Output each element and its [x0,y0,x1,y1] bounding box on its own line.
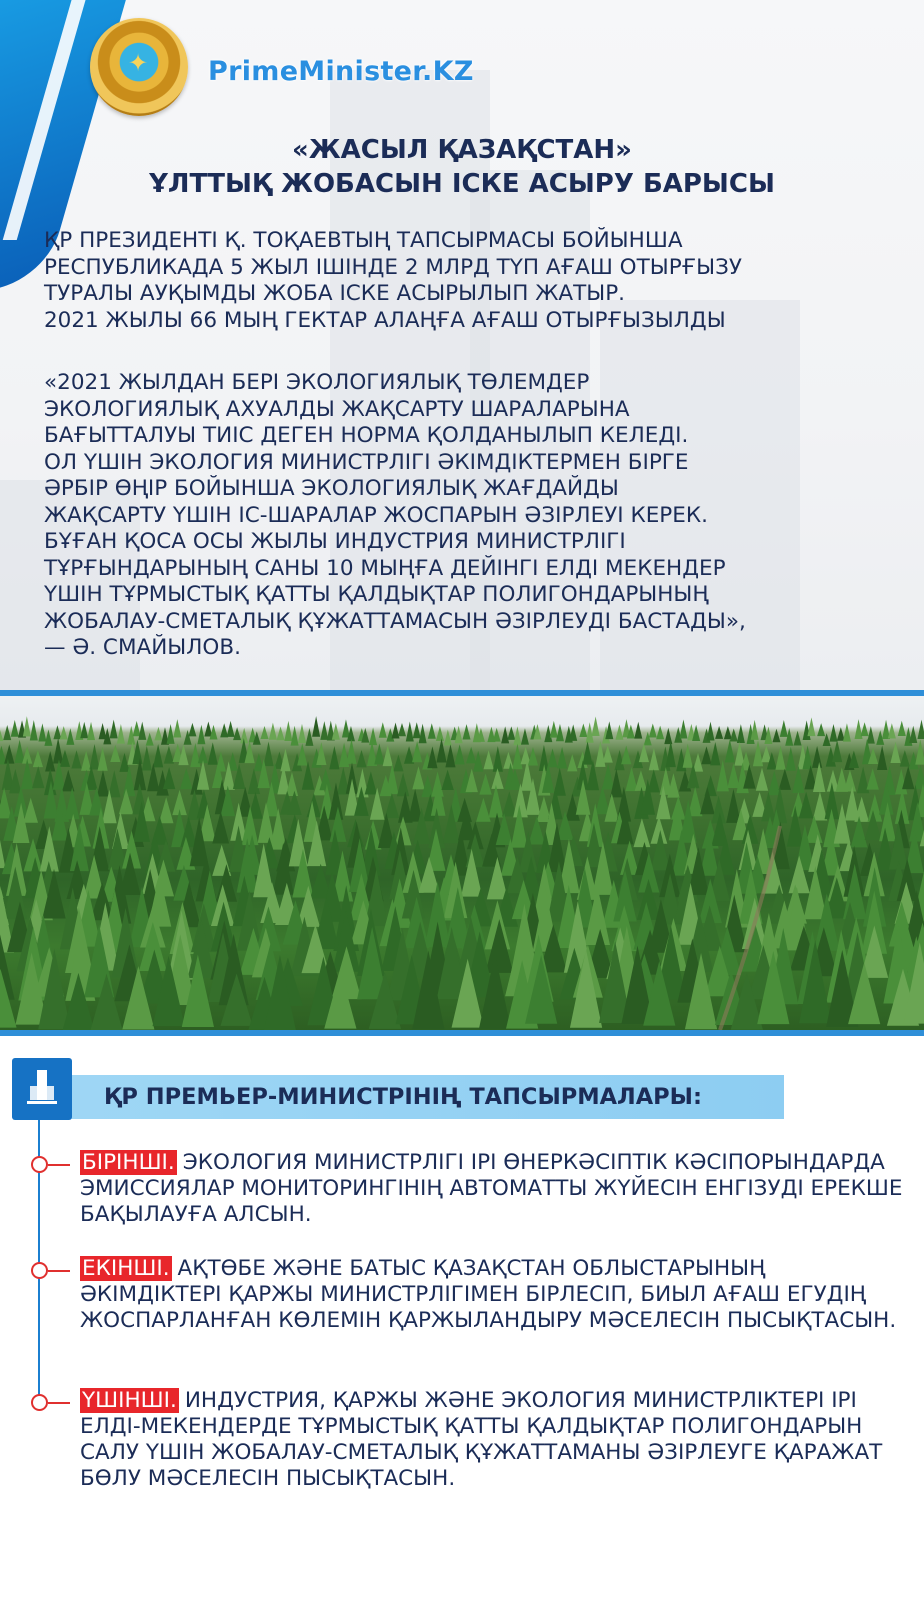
tree-shape [383,745,393,766]
tree-shape [412,741,422,762]
forest-photo [0,696,924,1030]
timeline-dot [31,1394,48,1411]
tree-shape [30,720,38,740]
tree-shape [320,721,328,740]
task-label-1: БІРІНШІ. [82,1150,175,1175]
tree-shape [393,755,403,772]
tree-shape [32,766,44,788]
tree-shape [639,743,649,762]
page-title [0,133,924,201]
tree-shape [493,746,503,772]
tree-shape [455,744,465,764]
tree-shape [479,773,491,794]
tree-shape [528,747,538,765]
tree-shape [44,729,52,745]
tree-shape [513,726,521,745]
forest-trees [0,696,924,1030]
tree-shape [87,722,95,740]
tree-shape [398,723,406,736]
tree-shape [263,742,273,766]
tree-shape [794,731,802,746]
tree-shape [159,797,174,823]
tree-shape [489,785,504,818]
tree-shape [277,726,285,740]
task-text-3: ИНДУСТРИЯ, ҚАРЖЫ ЖӘНЕ ЭКОЛОГИЯ МИНИСТРЛІКТЕРІ ІРІ ЕЛДІ-МЕКЕНДЕРДЕ ТҰРМЫСТЫҚ ҚАТТЫ ҚАЛДЫҚТАР ПОЛИГОНДАРЫН САЛУ ҮШІН ЖОБАЛАУ-СМЕТАЛЫҚ ҚҰЖАТТАМАНЫ ӘЗІРЛЕУГЕ ҚАРАЖАТ БӨЛУ МӘСЕЛЕСІН ПЫСЫҚТАСЫН. [80,1388,883,1491]
tree-shape [412,766,424,789]
title-line-1: «ЖАСЫЛ ҚАЗАҚСТАН» [292,135,632,165]
tree-shape [843,723,851,741]
tree-shape [861,722,869,736]
task-text-2: АҚТӨБЕ ЖӘНЕ БАТЫС ҚАЗАҚСТАН ОБЛЫСТАРЫНЫҢ ӘКІМДІКТЕРІ ҚАРЖЫ МИНИСТРЛІГІМЕН БІРЛЕСІП, БИЫЛ АҒАШ ЕГУДІҢ ЖОСПАРЛАНҒАН КӨЛЕМІН ҚАРЖЫЛАНДЫРУ МӘСЕЛЕСІН ПЫСЫҚТАСЫН. [80,1256,897,1333]
tree-shape [413,722,421,738]
tree-shape [385,793,400,818]
tree-shape [579,723,587,737]
tree-shape [319,769,331,790]
timeline-dot [31,1156,48,1173]
tree-shape [557,747,567,769]
task-label-2: ЕКІНШІ. [82,1256,170,1281]
tree-shape [374,744,384,765]
task-item-2 [80,1256,910,1334]
tree-shape [807,717,815,736]
tree-shape [163,767,175,789]
tree-shape [269,723,277,740]
tree-shape [701,746,711,764]
tree-shape [900,750,910,767]
tree-shape [909,726,917,743]
tree-shape [730,729,738,742]
tree-shape [220,723,228,737]
tree-shape [547,749,557,768]
tree-shape [297,743,307,765]
tree-shape [832,740,842,762]
tree-shape [503,752,513,769]
tree-shape [656,726,664,740]
tree-shape [888,723,896,738]
tree-shape [507,726,515,739]
tree-shape [683,744,693,768]
government-building-icon [12,1058,72,1120]
tree-shape [649,723,657,737]
tree-shape [734,742,744,766]
tree-shape [379,722,387,738]
tree-shape [190,743,200,767]
tree-shape [634,818,651,847]
tree-shape [117,724,125,744]
timeline-connector [48,1164,70,1166]
tree-shape [248,768,260,794]
tree-shape [23,716,31,736]
tree-shape [501,726,509,743]
tree-shape [817,723,825,736]
tree-shape [97,747,107,771]
tree-shape [710,742,720,765]
photo-frame [0,690,924,1036]
tree-shape [493,728,501,742]
tree-shape [332,723,340,740]
tree-shape [89,744,99,770]
tree-shape [813,792,828,821]
tree-shape [365,771,377,794]
tree-shape [567,754,577,771]
tree-shape [866,768,878,789]
tree-shape [233,727,241,740]
tree-shape [110,745,120,762]
tree-shape [11,720,19,737]
task-item-3 [80,1388,910,1492]
tree-shape [812,746,822,768]
tree-shape [65,787,80,819]
tree-shape [33,750,43,767]
tree-shape [153,744,163,767]
tree-shape [419,724,427,744]
title-line-2: ҰЛТТЫҚ ЖОБАСЫН ІСКЕ АСЫРУ БАРЫСЫ [149,169,775,199]
tree-shape [197,725,205,745]
tree-shape [146,733,154,746]
tree-shape [775,746,785,770]
task-item-1 [80,1150,910,1228]
tree-shape [329,746,339,769]
tree-shape [142,746,152,771]
tree-shape [634,722,642,739]
tree-shape [582,741,592,764]
tree-shape [208,742,218,764]
timeline-connector [48,1402,70,1404]
tree-shape [592,716,600,736]
tree-shape [66,728,74,745]
tree-shape [260,726,268,739]
tree-shape [595,741,605,767]
tree-shape [603,745,613,762]
tree-shape [890,742,900,763]
tree-shape [445,744,455,767]
tree-shape [346,739,356,764]
tree-shape [556,724,564,741]
tree-shape [291,726,299,746]
tree-shape [786,747,796,771]
tree-shape [173,719,181,737]
tree-shape [436,726,444,741]
tree-shape [463,724,471,739]
tree-shape [615,725,623,740]
tree-shape [284,721,292,741]
tree-shape [649,748,659,770]
tree-shape [15,740,25,763]
tree-shape [81,751,91,771]
tree-shape [60,726,68,739]
tree-shape [917,720,924,739]
tree-shape [188,723,196,736]
tree-shape [768,770,780,795]
kazakhstan-emblem-icon: ✦ [90,18,188,116]
tree-shape [484,750,494,769]
tree-shape [915,739,924,764]
tree-shape [53,725,61,739]
tree-shape [298,724,306,743]
tree-shape [62,770,74,792]
tree-shape [756,768,768,791]
tree-shape [0,728,3,741]
tree-shape [772,729,780,743]
tree-shape [715,726,723,739]
tree-shape [727,763,739,788]
tree-shape [844,770,856,792]
tree-shape [898,721,906,736]
tree-shape [512,744,522,770]
tree-shape [679,719,687,738]
tree-shape [753,740,763,766]
tree-shape [3,725,11,740]
tree-shape [198,746,208,764]
tree-shape [97,770,109,796]
tree-shape [356,750,366,767]
tree-shape [476,798,491,822]
tree-shape [167,724,175,744]
tree-shape [780,720,788,737]
tree-shape [441,770,453,790]
tree-shape [427,746,437,768]
tree-shape [38,723,46,741]
tree-shape [664,728,672,744]
tree-shape [779,769,791,790]
tree-shape [4,745,14,764]
tree-shape [751,720,759,740]
tree-shape [877,745,887,770]
tree-shape [444,730,452,746]
tasks-heading: ҚР ПРЕМЬЕР-МИНИСТРІНІҢ ТАПСЫРМАЛАРЫ: [104,1084,702,1110]
tree-shape [138,722,146,740]
tree-shape [621,746,631,765]
tree-shape [602,763,614,789]
tree-shape [406,722,414,742]
tree-shape [369,727,377,745]
task-text-1: ЭКОЛОГИЯ МИНИСТРЛІГІ ІРІ ӨНЕРКӘСІПТІК КӘСІПОРЫНДАРДА ЭМИССИЯЛАР МОНИТОРИНГІНІҢ АВТОМАТТЫ ЖҮЙЕСІН ЕНГІЗУДІ ЕРЕКШЕ БАҚЫЛАУҒА АЛСЫН. [80,1150,903,1227]
tree-shape [635,770,647,791]
quote-paragraph: «2021 ЖЫЛДАН БЕРІ ЭКОЛОГИЯЛЫҚ ТӨЛЕМДЕР ЭКОЛОГИЯЛЫҚ АХУАЛДЫ ЖАҚСАРТУ ШАРАЛАРЫНА БАҒЫТТАЛУЫ ТИІС ДЕГЕН НОРМА ҚОЛДАНЫЛЫП КЕЛЕДІ. ОЛ ҮШІН ЭКОЛОГИЯ МИНИСТРЛІГІ ӘКІМДІКТЕРМЕН БІРГЕ ӘРБІР ӨҢІР БОЙЫНША ЭКОЛОГИЯЛЫҚ ЖАҒДАЙДЫ ЖАҚСАРТУ ҮШІН ІС-ШАРАЛАР ЖОСПАРЫН ӘЗІРЛЕУІ КЕРЕК. БҰҒАН ҚОСА ОСЫ ЖЫЛЫ ИНДУСТРИЯ МИНИСТРЛІГІ ТҰРҒЫНДАРЫНЫҢ САНЫ 10 МЫҢҒА ДЕЙІНГІ ЕЛДІ МЕКЕНДЕР ҮШІН ТҰРМЫСТЫҚ ҚАТТЫ ҚАЛДЫҚТАР ПОЛИГОНДАРЫНЫҢ ЖОБАЛАУ-СМЕТАЛЫҚ ҚҰЖАТТАМАСЫН ӘЗІРЛЕУДІ БАСТАДЫ», — Ә. СМАЙЫЛОВ. [44,370,746,660]
tree-shape [164,746,174,764]
tree-shape [724,726,732,739]
intro-paragraph: ҚР ПРЕЗИДЕНТІ Қ. ТОҚАЕВТЫҢ ТАПСЫРМАСЫ БОЙЫНША РЕСПУБЛИКАДА 5 ЖЫЛ ІШІНДЕ 2 МЛРД ТҮП АҒАШ ОТЫРҒЫЗУ ТУРАЛЫ АУҚЫМДЫ ЖОБА ІСКЕ АСЫРЫЛЫП ЖАТЫР. 2021 ЖЫЛЫ 66 МЫҢ ГЕКТАР АЛАҢҒА АҒАШ ОТЫРҒЫЗЫЛДЫ [44,228,743,333]
tree-shape [829,724,837,742]
tree-shape [725,739,735,762]
tree-shape [312,716,320,737]
tree-shape [154,727,162,741]
tree-shape [397,773,409,797]
tree-shape [521,728,529,744]
tree-shape [428,723,436,739]
tree-shape [666,741,676,767]
tree-shape [53,738,63,764]
tree-shape [133,721,141,736]
timeline-dot [31,1262,48,1279]
tree-shape [80,722,88,738]
tree-shape [180,768,192,789]
task-label-3: ҮШІНШІ. [82,1388,177,1413]
tree-shape [550,721,558,738]
tree-shape [466,747,476,764]
tree-shape [0,819,5,868]
tree-shape [71,750,81,768]
timeline-connector [48,1270,70,1272]
tree-shape [706,722,714,741]
tree-shape [737,724,745,743]
tree-shape [227,721,235,737]
brand-name[interactable]: PrimeMinister.KZ [208,56,474,87]
tree-shape [110,720,118,739]
tree-shape [305,728,313,746]
